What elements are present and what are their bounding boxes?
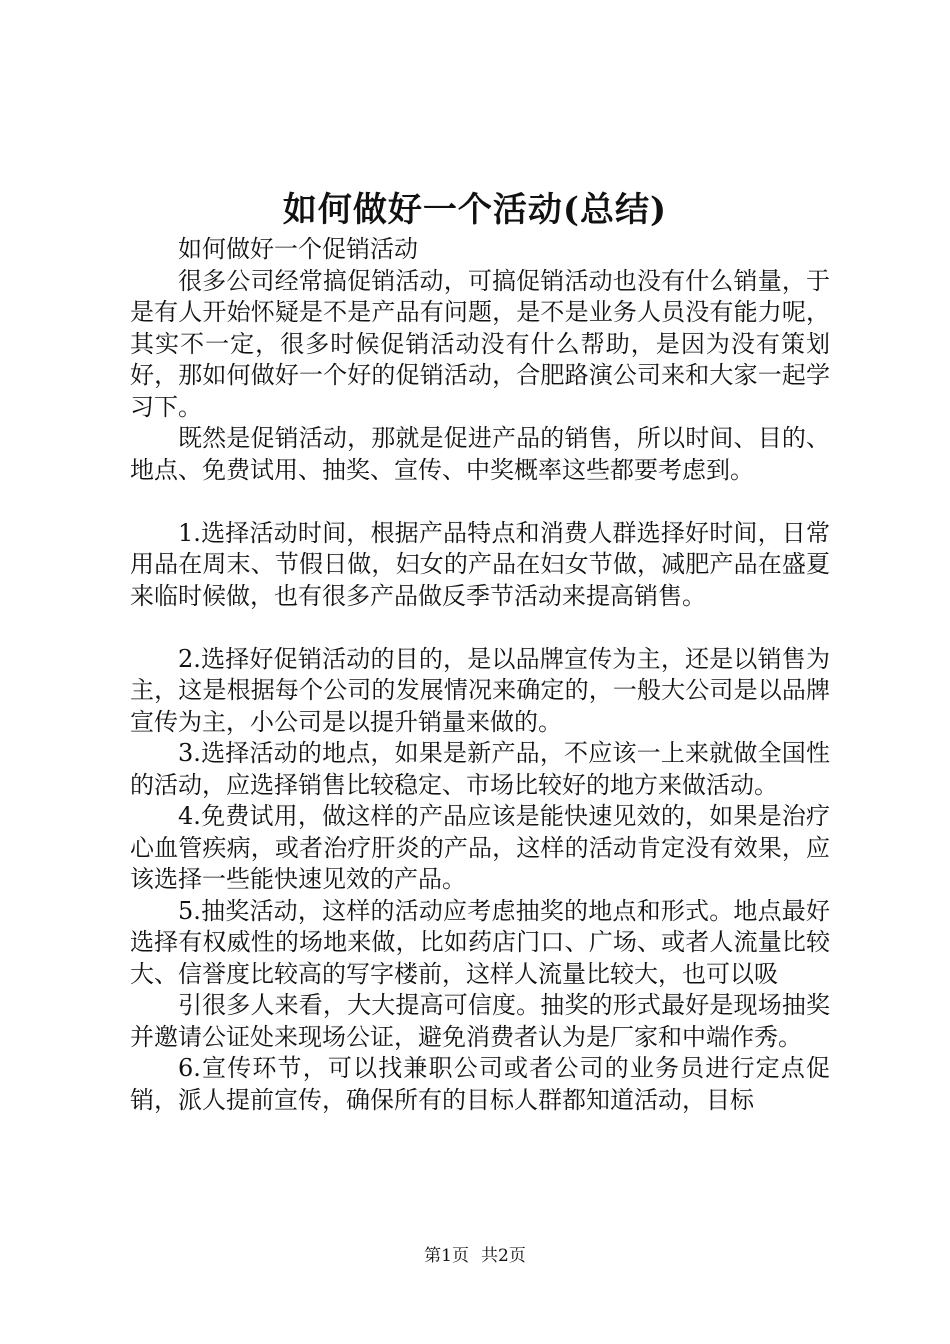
paragraph-item-2: 2.选择好促销活动的目的，是以品牌宣传为主，还是以销售为主，这是根据每个公司的发展情况来确定的，一般大公司是以品牌宣传为主，小公司是以提升销量来做的。 bbox=[130, 644, 830, 736]
paragraph-overview: 既然是促销活动，那就是促进产品的销售，所以时间、目的、地点、免费试用、抽奖、宣传、中奖概率这些都要考虑到。 bbox=[130, 424, 830, 484]
paragraph-intro: 很多公司经常搞促销活动，可搞促销活动也没有什么销量，于是有人开始怀疑是不是产品有问题，是不是业务人员没有能力呢，其实不一定，很多时候促销活动没有什么帮助，是因为没有策划好，那如何做好一个好的促销活动，合肥路演公司来和大家一起学习下。 bbox=[130, 266, 830, 421]
paragraph-item-3: 3.选择活动的地点，如果是新产品，不应该一上来就做全国性的活动，应选择销售比较稳定、市场比较好的地方来做活动。 bbox=[130, 739, 830, 799]
paragraph-item-6: 6.宣传环节，可以找兼职公司或者公司的业务员进行定点促销，派人提前宣传，确保所有的目标人群都知道活动，目标 bbox=[130, 1054, 830, 1114]
paragraph-item-5: 5.抽奖活动，这样的活动应考虑抽奖的地点和形式。地点最好选择有权威性的场地来做，比如药店门口、广场、或者人流量比较大、信誉度比较高的写字楼前，这样人流量比较大，也可以吸 bbox=[130, 896, 830, 988]
page-number: 第1页 bbox=[424, 1246, 469, 1266]
paragraph-spacer bbox=[130, 486, 830, 518]
paragraph-spacer bbox=[130, 612, 830, 644]
paragraph-item-4: 4.免费试用，做这样的产品应该是能快速见效的，如果是治疗心血管疾病，或者治疗肝炎的产品，这样的活动肯定没有效果，应该选择一些能快速见效的产品。 bbox=[130, 802, 830, 893]
page-total: 共2页 bbox=[481, 1246, 526, 1266]
paragraph-subtitle: 如何做好一个促销活动 bbox=[178, 235, 418, 263]
page-footer bbox=[0, 1244, 950, 1268]
paragraph-item-1: 1.选择活动时间，根据产品特点和消费人群选择好时间，日常用品在周末、节假日做，妇女的产品在妇女节做，减肥产品在盛夏来临时候做，也有很多产品做反季节活动来提高销售。 bbox=[130, 518, 830, 610]
document-body bbox=[130, 234, 830, 1116]
paragraph-item-5-continued: 引很多人来看，大大提高可信度。抽奖的形式最好是现场抽奖并邀请公证处来现场公证，避免消费者认为是厂家和中端作秀。 bbox=[130, 991, 830, 1051]
document-title: 如何做好一个活动(总结) bbox=[282, 190, 668, 230]
